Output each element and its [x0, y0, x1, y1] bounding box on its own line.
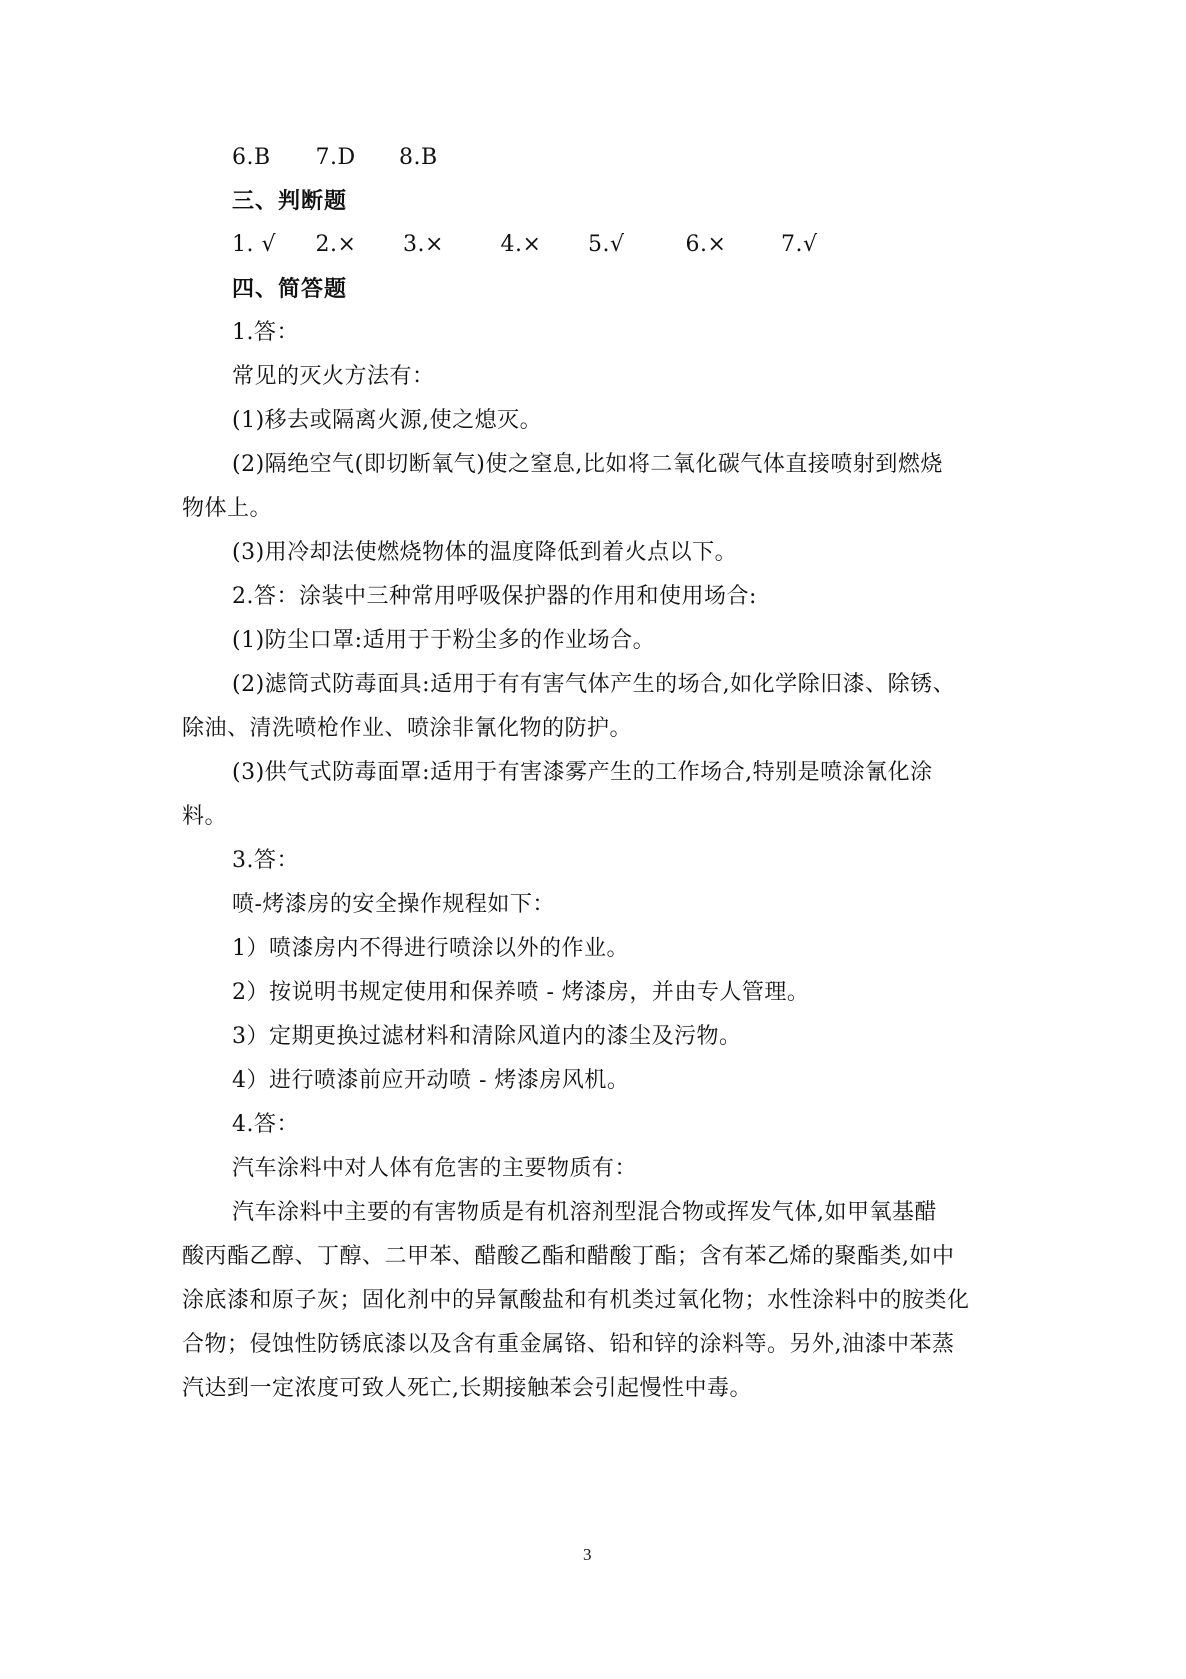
q1-point-1: (1)移去或隔离火源,使之熄灭。 — [232, 408, 543, 433]
q4-paragraph-line-1: 汽车涂料中主要的有害物质是有机溶剂型混合物或挥发气体,如甲氧基醋 — [232, 1200, 937, 1225]
judgment-answer: 3.× — [403, 232, 444, 257]
judgment-answer: 2.× — [315, 232, 357, 257]
q2-point-3-line-1: (3)供气式防毒面罩:适用于有害漆雾产生的工作场合,特别是喷涂氰化涂 — [232, 760, 933, 785]
judgment-answer: 7.√ — [781, 232, 818, 257]
section-heading-judgment: 三、判断题 — [232, 188, 348, 214]
judgment-answers-row — [232, 231, 818, 259]
choice-answer: 6.B — [232, 145, 271, 170]
judgment-answer: 4.× — [500, 232, 542, 257]
section-heading-short-answer: 四、简答题 — [232, 276, 348, 302]
q3-point-1: 1）喷漆房内不得进行喷涂以外的作业。 — [232, 936, 629, 961]
q1-point-2-line-1: (2)隔绝空气(即切断氧气)使之窒息,比如将二氧化碳气体直接喷射到燃烧 — [232, 452, 943, 477]
q3-label: 3.答： — [232, 848, 299, 873]
q3-point-2: 2）按说明书规定使用和保养喷 - 烤漆房，并由专人管理。 — [232, 980, 810, 1005]
q3-intro: 喷-烤漆房的安全操作规程如下： — [232, 892, 555, 917]
q4-paragraph-line-4: 合物；侵蚀性防锈底漆以及含有重金属铬、铅和锌的涂料等。另外,油漆中苯蒸 — [182, 1332, 955, 1357]
q1-point-3: (3)用冷却法使燃烧物体的温度降低到着火点以下。 — [232, 540, 738, 565]
judgment-answer: 1. √ — [232, 232, 277, 257]
q3-point-3: 3）定期更换过滤材料和清除风道内的漆尘及污物。 — [232, 1024, 742, 1049]
q1-label: 1.答： — [232, 320, 299, 345]
q4-paragraph-line-3: 涂底漆和原子灰；固化剂中的异氰酸盐和有机类过氧化物；水性涂料中的胺类化 — [182, 1288, 970, 1313]
q2-label: 2.答：涂装中三种常用呼吸保护器的作用和使用场合: — [232, 584, 757, 609]
q2-point-3-line-2: 料。 — [182, 804, 228, 829]
q4-paragraph-line-2: 酸丙酯乙醇、丁醇、二甲苯、醋酸乙酯和醋酸丁酯；含有苯乙烯的聚酯类,如中 — [182, 1244, 955, 1269]
q2-point-1: (1)防尘口罩:适用于于粉尘多的作业场合。 — [232, 628, 656, 653]
q1-intro: 常见的灭火方法有： — [232, 364, 435, 389]
q2-point-2-line-2: 除油、清洗喷枪作业、喷涂非氰化物的防护。 — [182, 716, 633, 741]
q4-paragraph-line-5: 汽达到一定浓度可致人死亡,长期接触苯会引起慢性中毒。 — [182, 1376, 752, 1401]
judgment-answer: 6.× — [685, 232, 727, 257]
choice-answers-row — [232, 144, 438, 172]
choice-answer: 7.D — [315, 145, 356, 170]
choice-answer: 8.B — [399, 145, 438, 170]
q1-point-2-line-2: 物体上。 — [182, 496, 273, 521]
page-number: 3 — [583, 1545, 592, 1564]
q2-point-2-line-1: (2)滤筒式防毒面具:适用于有有害气体产生的场合,如化学除旧漆、除锈、 — [232, 672, 956, 697]
q3-point-4: 4）进行喷漆前应开动喷 - 烤漆房风机。 — [232, 1068, 630, 1093]
q4-label: 4.答： — [232, 1112, 299, 1137]
judgment-answer: 5.√ — [588, 232, 625, 257]
q4-intro: 汽车涂料中对人体有危害的主要物质有： — [232, 1156, 638, 1181]
